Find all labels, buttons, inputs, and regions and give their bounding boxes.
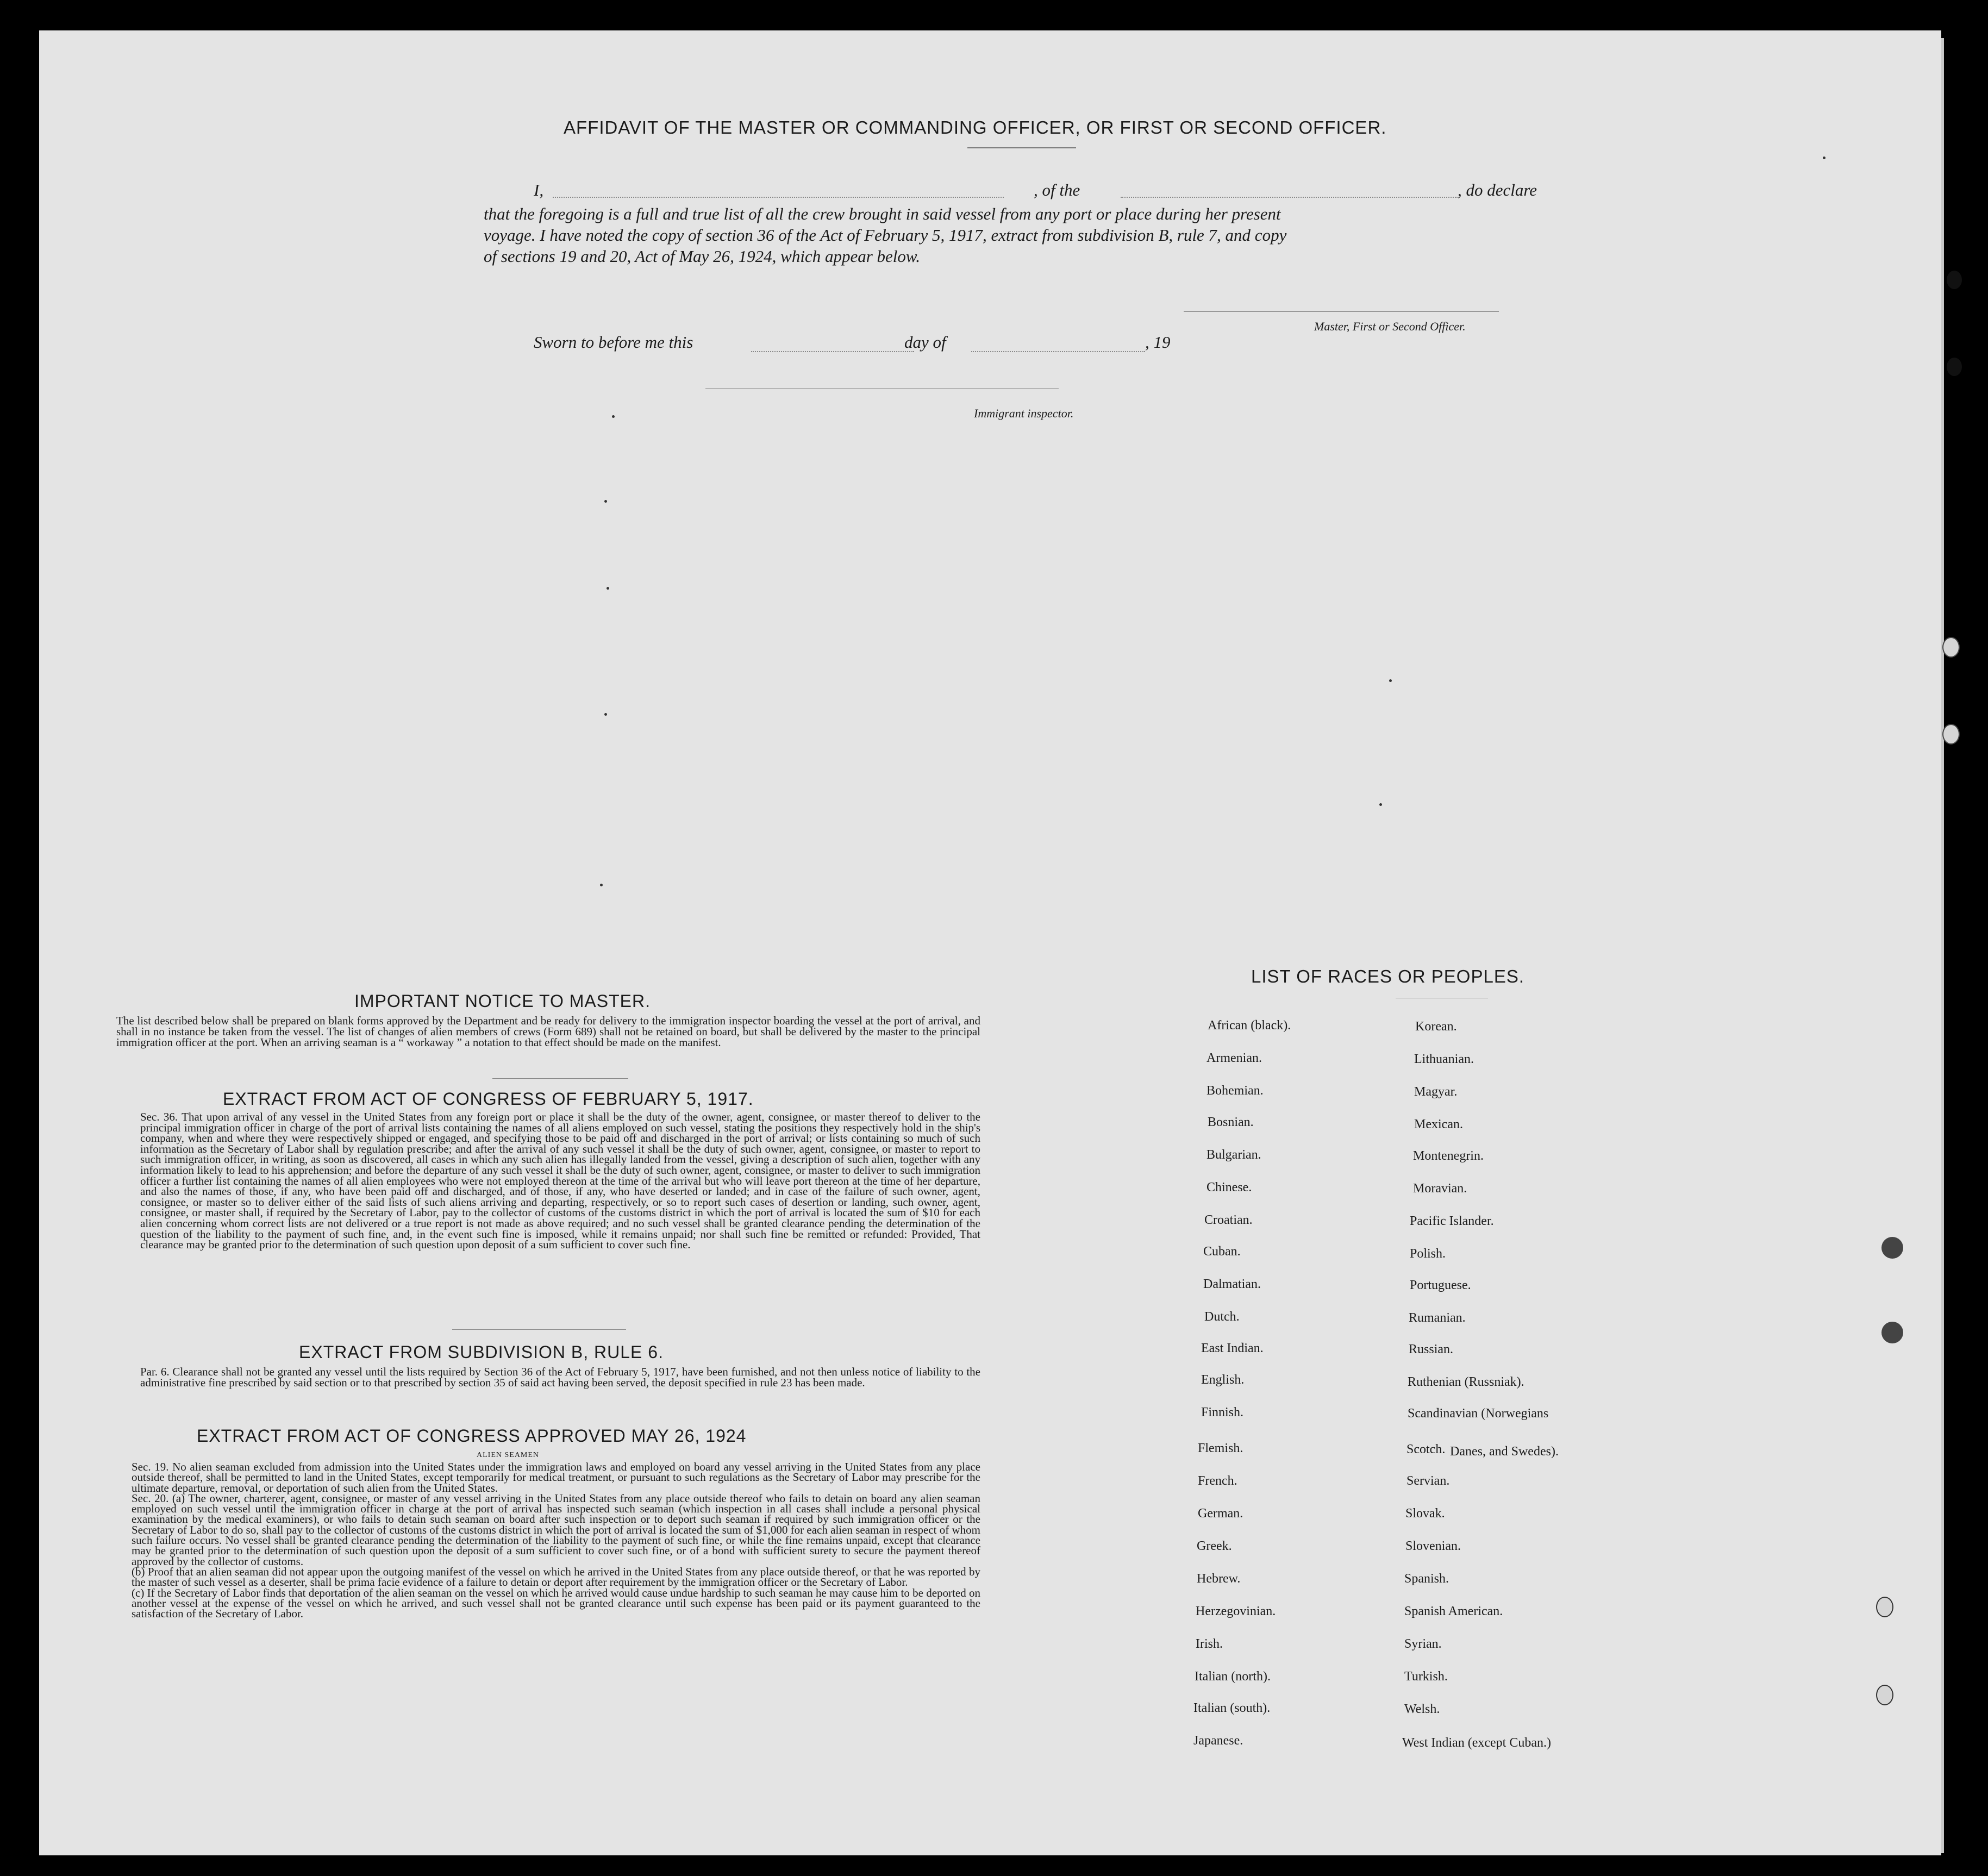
notice-title: IMPORTANT NOTICE TO MASTER.: [354, 991, 651, 1011]
sworn-text: Sworn to before me this: [534, 333, 693, 352]
race-item: Herzegovinian.: [1196, 1604, 1276, 1618]
race-item: English.: [1201, 1373, 1245, 1387]
race-item: Finnish.: [1201, 1405, 1244, 1419]
affidavit-body-line2: voyage. I have noted the copy of section 36 of the Act of February 5, 1917, extract from subdivision B, rule 7, and copy: [484, 226, 1287, 245]
race-item: Mexican.: [1414, 1117, 1463, 1131]
race-item: Scotch.: [1406, 1442, 1446, 1456]
race-item: Russian.: [1409, 1342, 1454, 1356]
speck: [604, 500, 607, 503]
race-item: Flemish.: [1198, 1441, 1243, 1455]
name-blank[interactable]: [553, 197, 1004, 198]
race-item: Croatian.: [1204, 1213, 1253, 1227]
extract-rule6-title: EXTRACT FROM SUBDIVISION B, RULE 6.: [299, 1342, 664, 1362]
race-item: Irish.: [1196, 1637, 1223, 1651]
affidavit-title: AFFIDAVIT OF THE MASTER OR COMMANDING OFFICER, OR FIRST OR SECOND OFFICER.: [564, 117, 1387, 137]
race-item: Bosnian.: [1208, 1115, 1254, 1129]
affidavit-i: I,: [534, 180, 544, 199]
day-of-text: day of: [904, 333, 946, 352]
race-item: Rumanian.: [1409, 1311, 1466, 1325]
document-page: [39, 30, 1941, 1855]
race-item: Armenian.: [1206, 1051, 1262, 1065]
race-item: Slovenian.: [1405, 1539, 1461, 1553]
binder-hole: [1947, 358, 1962, 376]
race-item: Dutch.: [1204, 1310, 1240, 1324]
sworn-day-blank[interactable]: [751, 351, 914, 352]
extract-1924-body: [132, 1462, 980, 1619]
affidavit-body-line1: that the foregoing is a full and true list of all the crew brought in said vessel from any port or place during her present: [484, 204, 1281, 223]
sec20c-text: (c) If the Secretary of Labor finds that deportation of the alien seaman on the vessel on which he arrived would cause undue hardship to such seaman he may cause him to be deported on another vessel at the expense of the vessel on which he arrived, and such vessel shall not be granted clearance until such expense has been paid or its payment guaranteed to the satisfaction of the Secretary of Labor.: [132, 1586, 980, 1621]
affidavit-do-declare: , do declare: [1458, 180, 1537, 199]
extract-1924-subtitle: ALIEN SEAMEN: [477, 1451, 540, 1459]
race-item: Syrian.: [1404, 1637, 1442, 1651]
binder-hole: [1881, 1237, 1903, 1259]
speck: [1389, 679, 1392, 682]
race-item: Lithuanian.: [1414, 1052, 1474, 1066]
binder-hole: [1876, 1685, 1893, 1705]
inspector-signature-line[interactable]: [705, 388, 1059, 389]
race-item: Hebrew.: [1197, 1572, 1241, 1586]
race-item: Slovak.: [1405, 1506, 1445, 1521]
race-item: Servian.: [1406, 1474, 1450, 1488]
race-item: Italian (north).: [1195, 1669, 1271, 1684]
sworn-month-blank[interactable]: [971, 351, 1145, 352]
race-item: Portuguese.: [1410, 1278, 1471, 1292]
race-item: Bohemian.: [1206, 1084, 1264, 1098]
race-item: Turkish.: [1404, 1669, 1448, 1684]
section-rule: [492, 1078, 628, 1079]
race-item: Montenegrin.: [1413, 1149, 1484, 1163]
year-text: , 19: [1145, 333, 1171, 352]
speck: [604, 713, 607, 716]
extract-1917-text: Sec. 36. That upon arrival of any vessel in the United States from any foreign port or place it shall be the duty of the owner, agent, consignee, or master thereof to deliver to the principal immigration officer in charge of the port of arrival lists containing the names of all aliens employed on such vessel, stating the positions they respectively hold in the ship's company, when and where they were respectively shipped or engaged, and specifying those to be paid off and discharged in the port of arrival; or lists containing so much of such information as the Secretary of Labor shall by regulation prescribe; and after the arrival of any such vessel it shall be the duty of such owner, agent, consignee, or master to report to such immigration officer, in writing, as soon as discovered, all cases in which any such alien has illegally landed from the vessel, giving a description of such alien, together with any information likely to lead to his apprehension; and before the departure of any such vessel it shall be the duty of such owner, agent, consignee, or master to deliver to such immigration officer a further list containing the names of all alien employees who were not employed thereon at the time of the arrival but who will leave port thereon at the time of her departure, and also the names of those, if any, who have been paid off and discharged, and of those, if any, who have deserted or landed; and in case of the failure of such owner, agent, consignee, or master so to deliver either of the said lists of such aliens arriving and departing, respectively, or so to report such cases of desertion or landing, such owner, agent, consignee, or master shall, if required by the Secretary of Labor, pay to the collector of customs of the customs district in which the port of arrival is located the sum of $10 for each alien concerning whom correct lists are not delivered or a true report is not made as above required; and no such vessel shall be granted clearance pending the determination of the question of the liability to the payment of such fine, and, in the event such fine is imposed, while it remains unpaid; nor shall such fine be remitted or refunded: Provided, That clearance may be granted prior to the determination of such question upon deposit of a sum sufficient to cover such fine.: [140, 1110, 980, 1252]
race-item-continued: Danes, and Swedes).: [1450, 1444, 1559, 1459]
binder-hole: [1876, 1597, 1893, 1617]
race-item: African (black).: [1208, 1018, 1291, 1033]
speck: [1823, 157, 1826, 159]
race-item: West Indian (except Cuban.): [1402, 1736, 1551, 1750]
race-item: Chinese.: [1206, 1180, 1252, 1195]
races-title: LIST OF RACES OR PEOPLES.: [1251, 966, 1525, 986]
extract-1917-title: EXTRACT FROM ACT OF CONGRESS OF FEBRUARY 5, 1917.: [223, 1089, 754, 1109]
race-item: Spanish American.: [1404, 1604, 1503, 1618]
extract-rule6-text: Par. 6. Clearance shall not be granted any vessel until the lists required by Section 36 of the Act of February 5, 1917, have been furnished, and not then unless notice of liability to the administrative fine prescribed by said section or to that prescribed by section 35 of said act having been served, the deposit specified in rule 23 has been made.: [140, 1365, 980, 1389]
race-item: Moravian.: [1413, 1181, 1467, 1196]
race-item: French.: [1198, 1474, 1237, 1488]
speck: [612, 415, 615, 418]
binder-hole: [1947, 271, 1962, 289]
race-item: German.: [1198, 1506, 1243, 1521]
affidavit-of-the: , of the: [1034, 180, 1080, 199]
sec20a-text: Sec. 20. (a) The owner, charterer, agent, consignee, or master of any vessel arriving in the United States from any place outside thereof who fails to detain on board any alien seaman employed on such vessel until the immigration officer in charge at the port of arrival has inspected such seaman (which inspection in all cases shall include a personal physical examination by the medical examiners), or who fails to detain such seaman on board after such inspection or to deport such seaman if required by such immigration officer or the Secretary of Labor to do so, shall pay to the collector of customs of the customs district in which the port of arrival is located the sum of $1,000 for each alien seaman in respect of whom such failure occurs. No vessel shall be granted clearance pending the determination of the liability to the payment of such fine, or while the fine remains unpaid, except that clearance may be granted prior to the determination of such question upon the deposit of a sum sufficient to cover such fine, or of a bond with sufficient surety to secure the payment thereof approved by the collector of customs.: [132, 1491, 980, 1568]
race-item: Korean.: [1415, 1020, 1457, 1034]
race-item: Ruthenian (Russniak).: [1408, 1375, 1524, 1389]
speck: [607, 587, 609, 590]
race-item: Bulgarian.: [1206, 1148, 1261, 1162]
race-item: Welsh.: [1404, 1702, 1440, 1716]
race-item: Japanese.: [1193, 1734, 1243, 1748]
section-rule: [452, 1329, 626, 1330]
officer-label: Master, First or Second Officer.: [1314, 320, 1466, 333]
sec19-text: Sec. 19. No alien seaman excluded from admission into the United States under the immigration laws and employed on board any vessel arriving in the United States from any place outside thereof, shall be permitted to land in the United States, except temporarily for medical treatment, or pursuant to such regulations as the Secretary of Labor may prescribe for the ultimate departure, removal, or deportation of such alien from the United States.: [132, 1460, 980, 1494]
affidavit-body: [484, 203, 1592, 267]
race-item: Cuban.: [1203, 1245, 1241, 1259]
binder-hole: [1881, 1322, 1903, 1343]
speck: [1379, 803, 1382, 806]
race-item: Dalmatian.: [1203, 1277, 1261, 1291]
speck: [600, 884, 603, 886]
race-item: Italian (south).: [1193, 1701, 1271, 1715]
inspector-label: Immigrant inspector.: [974, 407, 1074, 420]
extract-1924-title: EXTRACT FROM ACT OF CONGRESS APPROVED MAY 26, 1924: [197, 1426, 747, 1446]
notice-text: The list described below shall be prepared on blank forms approved by the Department and be ready for delivery to the immigration inspector boarding the vessel at the port of arrival, and shall in no instance be taken from the vessel. The list of changes of alien members of crews (Form 689) shall not be retained on board, but shall be delivered by the master to the principal immigration officer at the port. When an arriving seaman is a “ workaway ” a notation to that effect should be made on the manifest.: [116, 1014, 980, 1049]
race-item: East Indian.: [1201, 1341, 1264, 1355]
race-item: Greek.: [1197, 1539, 1232, 1553]
race-item: Scandinavian (Norwegians: [1408, 1406, 1549, 1421]
race-item: Spanish.: [1404, 1572, 1449, 1586]
race-item: Pacific Islander.: [1410, 1214, 1494, 1228]
binder-hole: [1942, 637, 1960, 658]
title-rule: [967, 147, 1076, 148]
vessel-blank[interactable]: [1121, 197, 1458, 198]
sec20b-text: (b) Proof that an alien seaman did not appear upon the outgoing manifest of the vessel on which he arrived in the United States from any place outside thereof, or that he was reported by the master of such vessel as a deserter, shall be prima facie evidence of a failure to detain or deport after requirement by the immigration officer or the Secretary of Labor.: [132, 1565, 980, 1589]
affidavit-body-line3: of sections 19 and 20, Act of May 26, 1924, which appear below.: [484, 247, 921, 266]
race-item: Magyar.: [1414, 1085, 1458, 1099]
race-item: Polish.: [1410, 1247, 1446, 1261]
officer-signature-line[interactable]: [1184, 311, 1499, 312]
binder-hole: [1942, 724, 1960, 745]
